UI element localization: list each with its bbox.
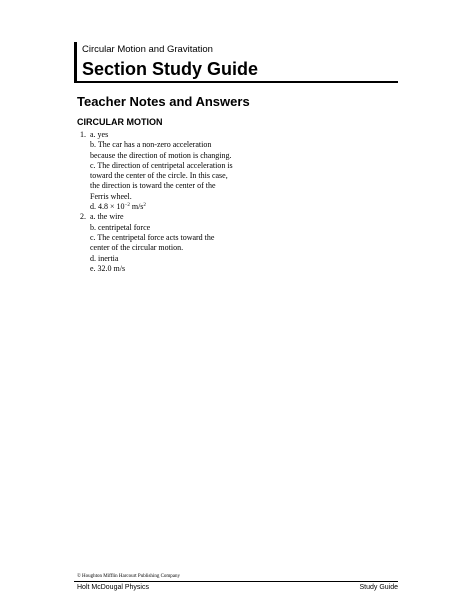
answer-line: because the direction of motion is changing.: [90, 150, 232, 160]
answer-item: [77, 130, 277, 212]
answer-line: toward the center of the circle. In this case,: [90, 171, 228, 181]
answer-line: c. The direction of centripetal acceleration is: [90, 160, 233, 170]
answer-line: d. inertia: [90, 253, 119, 263]
answer-line: e. 32.0 m/s: [90, 263, 126, 273]
answer-line: a. yes: [90, 130, 109, 139]
footer-divider: [74, 581, 398, 582]
answer-line-formula: [90, 202, 277, 212]
formula-unit-exponent: 2: [143, 203, 146, 209]
answer-number: 1.: [80, 130, 86, 139]
answer-line: b. The car has a non-zero acceleration: [90, 140, 212, 150]
answer-line: c. The centripetal force acts toward the: [90, 232, 215, 242]
answer-number: 2.: [80, 212, 86, 222]
footer-doc-type: Study Guide: [359, 584, 398, 591]
header-vertical-bar: [74, 42, 77, 82]
formula-base: d. 4.8 × 10: [90, 202, 125, 212]
formula-exponent: −2: [124, 203, 130, 209]
copyright-notice: © Houghton Mifflin Harcourt Publishing Company: [77, 574, 181, 579]
answer-line: a. the wire: [90, 212, 124, 222]
section-heading: Teacher Notes and Answers: [77, 94, 250, 109]
footer-book-title: Holt McDougal Physics: [77, 584, 149, 591]
answer-list: [77, 130, 277, 274]
answer-line: the direction is toward the center of the: [90, 181, 216, 191]
answer-line: b. centripetal force: [90, 222, 151, 232]
formula-unit: m/s: [129, 202, 144, 212]
answer-line: Ferris wheel.: [90, 191, 132, 201]
header-divider: [74, 81, 398, 83]
page-title: Section Study Guide: [82, 59, 259, 79]
answer-line: center of the circular motion.: [90, 243, 184, 253]
answer-item: [77, 212, 277, 274]
sub-heading: CIRCULAR MOTION: [77, 117, 163, 127]
chapter-subject: Circular Motion and Gravitation: [82, 44, 213, 55]
page-header: [74, 42, 398, 82]
